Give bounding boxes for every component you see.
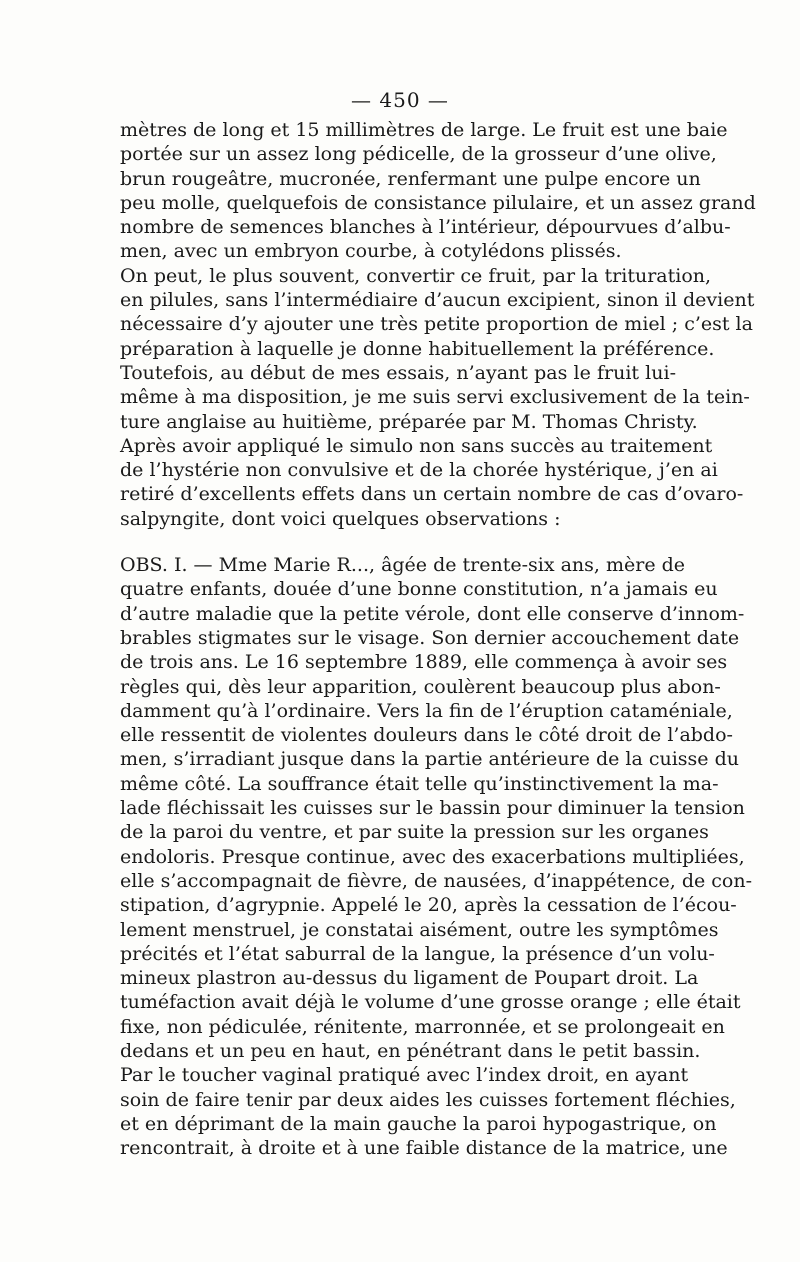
paragraph xyxy=(120,434,744,531)
paragraph-gap xyxy=(120,531,676,553)
text-line: men, s’irradiant jusque dans la partie antérieure de la cuisse du xyxy=(120,748,739,771)
text-line: Toutefois, au début de mes essais, n’ayant pas le fruit lui- xyxy=(120,361,676,384)
text-line: quatre enfants, douée d’une bonne constitution, n’a jamais eu xyxy=(120,578,718,601)
text-line: même à ma disposition, je me suis servi exclusivement de la tein- xyxy=(120,386,750,409)
text-line: même côté. La souffrance était telle qu’instinctivement la ma- xyxy=(120,772,719,795)
text-line: OBS. I. — Mme Marie R..., âgée de trente-six ans, mère de xyxy=(120,554,686,577)
text-line: rencontrait, à droite et à une faible distance de la matrice, une xyxy=(120,1137,728,1160)
paragraph xyxy=(120,1063,736,1160)
text-line: dedans et un peu en haut, en pénétrant dans le petit bassin. xyxy=(120,1039,701,1062)
text-line: fixe, non pédiculée, rénitente, marronnée, et se prolongeait en xyxy=(120,1015,725,1038)
body-text xyxy=(120,118,756,1160)
text-line: Après avoir appliqué le simulo non sans succès au traitement xyxy=(120,434,713,457)
text-line: nécessaire d’y ajouter une très petite proportion de miel ; c’est la xyxy=(120,313,753,336)
text-line: mètres de long et 15 millimètres de large. Le fruit est une baie xyxy=(120,119,728,141)
text-line: lement menstruel, je constatai aisément, outre les symptômes xyxy=(120,918,719,941)
text-line: préparation à laquelle je donne habituellement la préférence. xyxy=(120,337,715,360)
text-line: retiré d’excellents effets dans un certain nombre de cas d’ovaro- xyxy=(120,483,744,506)
text-line: brun rougeâtre, mucronée, renfermant une pulpe encore un xyxy=(120,167,701,190)
text-line: précités et l’état saburral de la langue, la présence d’un volu- xyxy=(120,942,715,965)
paragraph xyxy=(120,264,755,434)
text-line: mineux plastron au-dessus du ligament de Poupart droit. La xyxy=(120,967,699,990)
text-line: règles qui, dès leur apparition, coulèrent beaucoup plus abon- xyxy=(120,675,721,698)
text-line: de trois ans. Le 16 septembre 1889, elle commença à avoir ses xyxy=(120,651,728,674)
text-line: tuméfaction avait déjà le volume d’une grosse orange ; elle était xyxy=(120,991,741,1014)
text-line: d’autre maladie que la petite vérole, dont elle conserve d’innom- xyxy=(120,602,745,625)
text-line: brables stigmates sur le visage. Son dernier accouchement date xyxy=(120,626,740,649)
page-number: — 450 — xyxy=(351,88,449,112)
text-line: de l’hystérie non convulsive et de la chorée hystérique, j’en ai xyxy=(120,459,718,482)
paragraph xyxy=(120,118,756,264)
text-line: endoloris. Presque continue, avec des exacerbations multipliées, xyxy=(120,845,745,868)
text-line: damment qu’à l’ordinaire. Vers la fin de l’éruption cataméniale, xyxy=(120,699,733,722)
text-line: nombre de semences blanches à l’intérieur, dépourvues d’albu- xyxy=(120,216,731,239)
text-line: lade fléchissait les cuisses sur le bassin pour diminuer la tension xyxy=(120,797,745,820)
text-line: et en déprimant de la main gauche la paroi hypogastrique, on xyxy=(120,1112,717,1135)
text-line: stipation, d’agrypnie. Appelé le 20, après la cessation de l’écou- xyxy=(120,894,737,917)
text-line: ture anglaise au huitième, préparée par M. Thomas Christy. xyxy=(120,410,698,433)
text-line: elle s’accompagnait de fièvre, de nausées, d’inappétence, de con- xyxy=(120,869,753,892)
text-line: salpyngite, dont voici quelques observations : xyxy=(120,507,561,530)
paragraph xyxy=(120,553,753,1063)
text-line: On peut, le plus souvent, convertir ce fruit, par la trituration, xyxy=(120,264,712,287)
text-line: Par le toucher vaginal pratiqué avec l’index droit, en ayant xyxy=(120,1064,689,1087)
text-line: de la paroi du ventre, et par suite la pression sur les organes xyxy=(120,821,709,844)
text-line: soin de faire tenir par deux aides les cuisses fortement fléchies, xyxy=(120,1088,736,1111)
text-line: portée sur un assez long pédicelle, de la grosseur d’une olive, xyxy=(120,143,717,166)
text-line: peu molle, quelquefois de consistance pilulaire, et un assez grand xyxy=(120,191,756,214)
text-line: elle ressentit de violentes douleurs dans le côté droit de l’abdo- xyxy=(120,724,733,747)
text-line: men, avec un embryon courbe, à cotylédons plissés. xyxy=(120,240,622,263)
text-line: en pilules, sans l’intermédiaire d’aucun excipient, sinon il devient xyxy=(120,289,755,312)
